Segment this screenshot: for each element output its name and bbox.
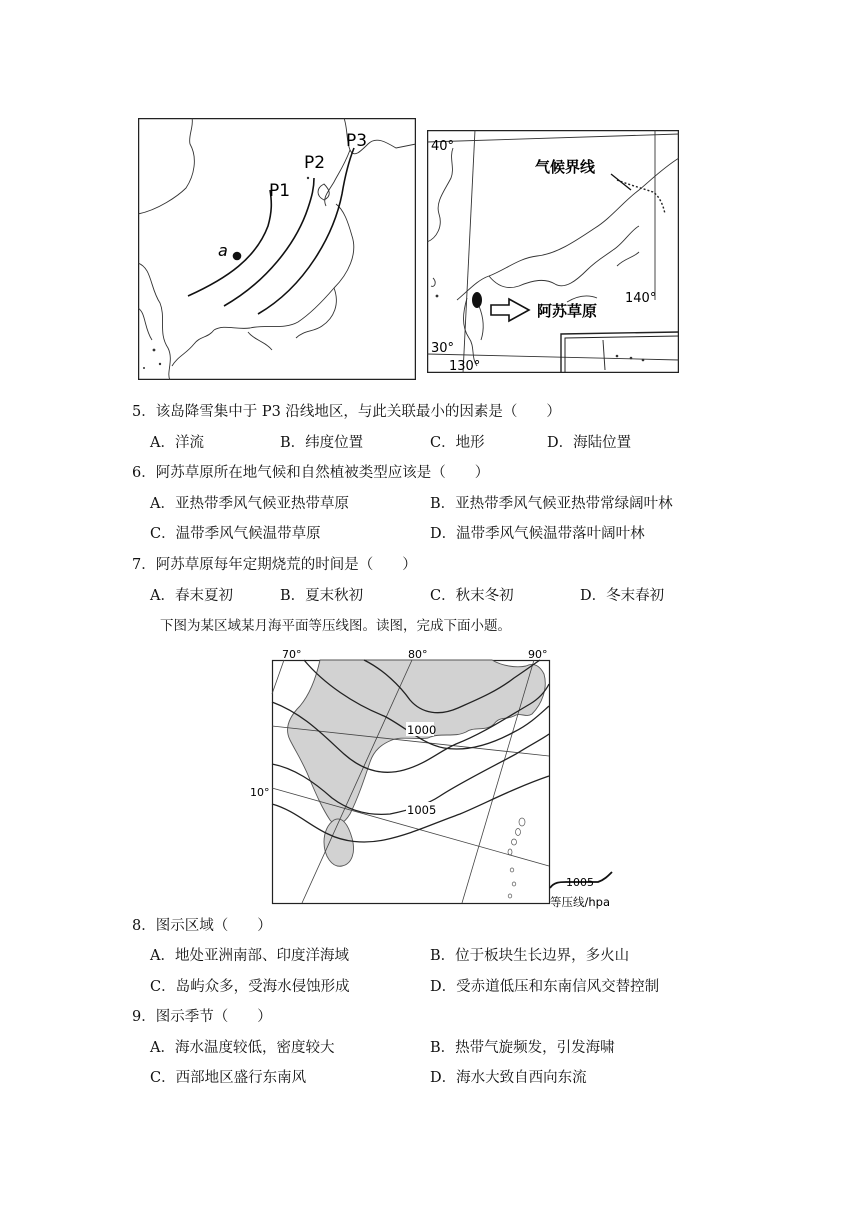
kyushu-climate-map — [427, 130, 679, 373]
q8-option-a[interactable]: A．地处亚洲南部、印度洋海域 — [150, 948, 349, 964]
q6-option-a[interactable]: A．亚热带季风气候亚热带草原 — [150, 496, 349, 512]
isobar-label-p2: P2 — [304, 153, 326, 173]
aso-grassland-label: 阿苏草原 — [537, 302, 598, 320]
question-6-stem: 6．阿苏草原所在地气候和自然植被类型应该是（ ） — [132, 465, 490, 481]
lon-130-label: 130° — [449, 359, 481, 373]
isobar-label-p1: P1 — [269, 181, 291, 201]
legend-label: 等压线/hpa — [550, 895, 611, 909]
legend-value: 1005 — [566, 876, 594, 889]
point-a-label: a — [218, 241, 228, 260]
q5-option-c[interactable]: C．地形 — [430, 435, 485, 451]
question-7-stem: 7．阿苏草原每年定期烧荒的时间是（ ） — [132, 557, 417, 573]
isobar-label-1005: 1005 — [407, 803, 437, 817]
section-intro: 下图为某区域某月海平面等压线图。读图，完成下面小题。 — [160, 618, 511, 634]
lon-80-label: 80° — [408, 648, 428, 661]
lat-30-label: 30° — [431, 341, 455, 356]
climate-boundary-label: 气候界线 — [535, 158, 596, 176]
q7-option-d[interactable]: D．冬末春初 — [580, 588, 665, 604]
lat-40-label: 40° — [431, 139, 455, 154]
q5-option-d[interactable]: D．海陆位置 — [547, 435, 632, 451]
q9-option-c[interactable]: C．西部地区盛行东南风 — [150, 1070, 307, 1086]
question-5-stem: 5．该岛降雪集中于 P3 沿线地区，与此关联最小的因素是（ ） — [132, 404, 561, 420]
question-9-stem: 9．图示季节（ ） — [132, 1009, 272, 1025]
lat-10-label: 10° — [250, 786, 270, 799]
q6-option-b[interactable]: B．亚热带季风气候亚热带常绿阔叶林 — [430, 496, 673, 512]
q6-option-d[interactable]: D．温带季风气候温带落叶阔叶林 — [430, 526, 645, 542]
q7-option-a[interactable]: A．春末夏初 — [150, 588, 233, 604]
q5-option-a[interactable]: A．洋流 — [150, 435, 204, 451]
q9-option-b[interactable]: B．热带气旋频发，引发海啸 — [430, 1040, 615, 1056]
q6-option-c[interactable]: C．温带季风气候温带草原 — [150, 526, 321, 542]
q5-option-b[interactable]: B．纬度位置 — [280, 435, 364, 451]
question-8-stem: 8．图示区域（ ） — [132, 918, 272, 934]
lon-140-label: 140° — [625, 291, 657, 306]
q8-option-c[interactable]: C．岛屿众多，受海水侵蚀形成 — [150, 979, 350, 995]
isobar-label-p3: P3 — [346, 131, 368, 151]
south-asia-isobar-map — [244, 644, 630, 912]
q9-option-d[interactable]: D．海水大致自西向东流 — [430, 1070, 587, 1086]
q8-option-b[interactable]: B．位于板块生长边界，多火山 — [430, 948, 630, 964]
q7-option-b[interactable]: B．夏末秋初 — [280, 588, 364, 604]
lon-70-label: 70° — [282, 648, 302, 661]
lon-90-label: 90° — [528, 648, 548, 661]
aso-grassland-marker — [472, 292, 482, 308]
point-a-marker — [233, 252, 242, 261]
isobar-label-1000: 1000 — [407, 723, 437, 737]
q9-option-a[interactable]: A．海水温度较低，密度较大 — [150, 1040, 335, 1056]
japan-isobar-map — [138, 118, 416, 380]
q7-option-c[interactable]: C．秋末冬初 — [430, 588, 514, 604]
q8-option-d[interactable]: D．受赤道低压和东南信风交替控制 — [430, 979, 660, 995]
